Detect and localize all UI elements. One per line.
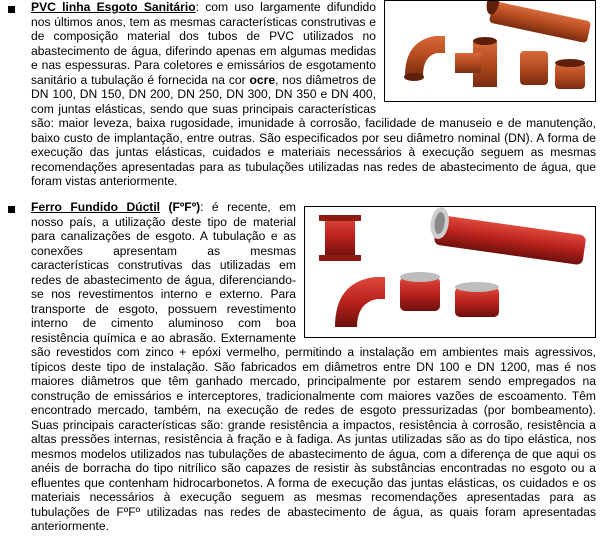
ductile-iron-photo <box>304 206 596 338</box>
pvc-color-emphasis: ocre <box>249 72 276 87</box>
pvc-intro-text: : com uso largamente difundido nos últimos anos, tem as mesmas características construtivas e de composição material dos tubos de PVC utilizados no abastecimento de água, diferindo apenas em algumas medidas e nas espessuras. Para coletores e emissários de esgotamento sanitário a tubulação é fornecida na cor <box>31 0 376 87</box>
section-title-ferro-fundido: Ferro Fundido Dúctil <box>31 200 161 214</box>
section-title-suffix: (FºFº) <box>160 200 201 214</box>
pvc-body-text: , nos diâmetros de DN 100, DN 150, DN 200, DN 250, DN 300, DN 350 e DN 400, com juntas elásticas, sendo que suas principais características são: maior leveza, baixa rugosidade, imunidade à corrosão, facilidade de manuseio e de manutenção, baixo custo de implantação, entre outras. São especificados por seu diâmetro nominal (DN). A forma de execução das juntas elásticas, cuidados e materiais necessários à execução seguem as mesmas recomendações apresentadas para as tubulações utilizadas nas redes de abastecimento de água, que foram vistas anteriormente. <box>31 72 596 188</box>
paragraph-ferro-fundido <box>31 200 596 534</box>
ferro-fundido-body-text: : é recente, em nosso país, a utilização deste tipo de material para canalizações de esgoto. A tubulação e as conexões apresentam as mesmas características construtivas das utilizadas em redes de abastecimento de água, diferenciando-se nos revestimentos interno e externo. Para transporte de esgoto, possuem revestimento interno de cimento aluminoso com boa resistência química e ao abrasão. Externamente são revestidos com zinco + epóxi vermelho, permitindo a instalação em ambientes mais agressivos, típicos deste tipo de instalação. São fabricados em diâmetros entre DN 100 e DN 1200, mas é nos maiores diâmetros que têm ganhado mercado, principalmente por estarem sendo empregados na construção de emissários e interceptores, tradicionalmente com maiores vazões de escoamento. Têm encontrado mercado, também, na execução de redes de esgoto pressurizadas (por bombeamento). Suas principais características são: grande resistência a impactos, resistência à corrosão, resistência a altas pressões internas, resistência à fração e à fadiga. As juntas utilizadas são as do tipo elástica, nos mesmos modelos utilizados nas tubulações de abastecimento de água, com a diferença de que aqui os anéis de borracha do tipo nitrílico são capazes de resistir às substâncias encontradas no esgoto ou a efluentes que contenham hidrocarbonetos. A forma de execução das juntas elásticas, os cuidados e os materiais necessários à execução seguem as mesmas recomendações apresentadas para as tubulações de FºFº utilizadas nas redes de abastecimento de água, as quais foram apresentadas anteriormente. <box>31 200 596 533</box>
paragraph-pvc <box>31 0 596 189</box>
section-title-pvc: PVC linha Esgoto Sanitário <box>31 0 196 14</box>
bullet-icon <box>8 6 15 13</box>
bullet-icon <box>8 206 15 213</box>
pvc-pipes-photo <box>384 0 596 102</box>
ductile-iron-illustration <box>305 207 595 337</box>
pvc-pipes-illustration <box>385 1 595 101</box>
